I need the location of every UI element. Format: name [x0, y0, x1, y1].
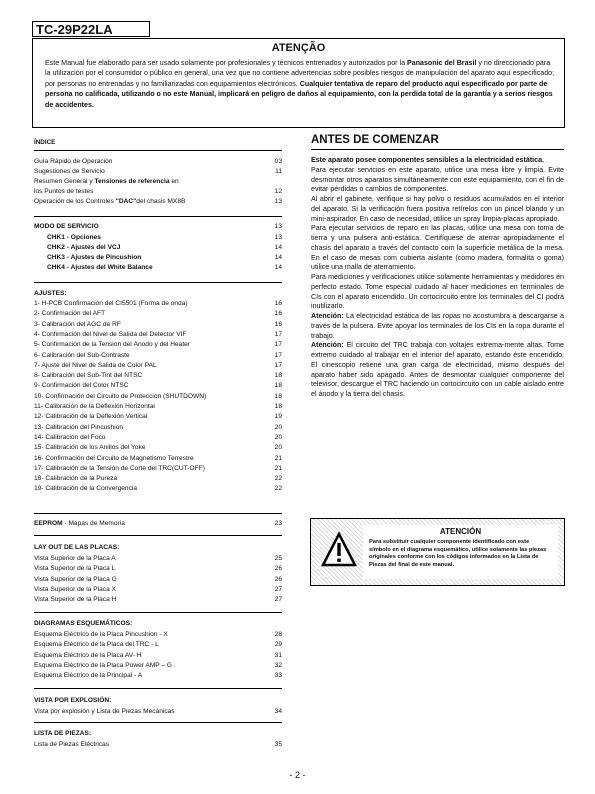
- toc-divider: [34, 282, 282, 283]
- toc-page-number: 31: [274, 651, 282, 659]
- toc-label-part: 6- Calibración del Sub-Contraste: [34, 351, 130, 359]
- toc-entry: [34, 444, 282, 453]
- toc-entry-label: [34, 372, 143, 379]
- toc-section-heading: AJUSTES:: [34, 290, 67, 297]
- toc-label-part: 10- Confirmación del Circuito de Protección (SHUTDOWN): [34, 392, 207, 400]
- toc-entry-label: [34, 586, 117, 593]
- toc-page-number: 18: [274, 382, 282, 390]
- toc-entry-label: [34, 310, 106, 317]
- toc-label-part: Lista de Piezas Eléctricas: [34, 741, 110, 748]
- toc-entry: [34, 300, 282, 309]
- toc-page-number: 20: [274, 433, 282, 441]
- toc-entry: [34, 741, 282, 750]
- toc-page-number: 29: [274, 641, 282, 649]
- toc-page-number: 11: [275, 168, 282, 175]
- notice-text: y no direccionado para la utilización por el consumidor o público en general, una vez que no contiene advertencias sobre posibles riesgos de manipulación del aparato aquí especificado; por personas no entrenadas y no familiarizadas con equipamientos electrónicos.: [45, 59, 555, 88]
- toc-entry-label: [34, 444, 146, 451]
- toc-label-part: Vista Superior de la Placa G: [34, 575, 117, 583]
- toc-entry-label: [34, 321, 122, 328]
- model-label: TC-29P22LA: [32, 21, 150, 37]
- toc-label-part: 16- Confirmación del Circuito de Magnetismo Terrestre: [34, 454, 194, 462]
- attention-label-1: Atención:: [311, 312, 344, 320]
- toc-entry-label: [34, 413, 148, 420]
- toc-section-heading: DIAGRAMAS ESQUEMÁTICOS:: [34, 620, 133, 627]
- toc-entry: [34, 641, 282, 650]
- toc-label-part: 17- Calibración de la Tensión de Corte del TRC(CUT-OFF): [34, 464, 205, 472]
- toc-entry: [34, 672, 282, 681]
- toc-entry: [34, 565, 282, 574]
- toc-label-part: Vista Superior de la Placa A: [34, 555, 116, 562]
- toc-entry: [34, 465, 282, 474]
- toc-label-part: 1- H-PCB Confirmación del CI5501 (Forma de onda): [34, 300, 188, 307]
- attention-text: Para substituir cualquier componente identificado con este símbolo en el diagrama esquemático, utilice solamente las piezas originales conforme con los códigos informados en la Lista de Piezas del final de este manual.: [369, 539, 547, 568]
- toc-label-part: Tensiones de referencia: [94, 178, 170, 185]
- toc-entry: [34, 485, 282, 494]
- toc-section-heading: LISTA DE PIEZAS:: [34, 730, 92, 737]
- toc-label-part: 14- Calibración del Foco: [34, 433, 106, 441]
- toc-page-number: 26: [274, 565, 282, 573]
- toc-entry: [34, 403, 282, 412]
- toc-entry: [34, 158, 282, 167]
- toc-entry: [34, 413, 282, 422]
- toc-entry: [34, 424, 282, 433]
- attention-label-2: Atención:: [311, 341, 344, 350]
- toc-entry-label: [34, 393, 207, 400]
- toc-label-part: Vista por explosión y Lista de Piezas Mecánicas: [34, 708, 175, 715]
- toc-entry-label: [47, 254, 142, 261]
- section-title: ANTES DE COMENZAR: [311, 134, 439, 146]
- paragraph-4: Para mediciones y verificaciones utilice solamente herramientas y medidores en perfecto estado. Tome especial cuidado al hacer mediciones en terminales de CIs con el aparato encendido. Un cortocircuito entre los terminales del CI podrá inutilizarlo.: [311, 273, 564, 311]
- toc-page-number: 13: [274, 198, 282, 205]
- toc-entry: [34, 662, 282, 671]
- toc-label-part: 4- Confirmación del Nivel de Salida del Detector VIF: [34, 330, 187, 338]
- toc-entry-label: [34, 475, 118, 482]
- toc-label-part: CHK1 - Opciones: [47, 234, 101, 241]
- notice-bold-tail: Cualquier tentativa de reparo del producto aquí especificado por parte de persona no calificada, utilizando o no este Manual, implicará en peligro de daños al equipamiento, con la perdida total de la garantía y a serios riesgos de accidentes.: [45, 79, 553, 109]
- toc-page-number: 22: [274, 485, 282, 493]
- toc-page-number: 20: [274, 423, 282, 431]
- toc-page-number: 32: [274, 661, 282, 669]
- toc-label-part: 5- Confirmación de la Tension del Ánodo y del Heater: [34, 341, 191, 349]
- toc-page-number: 17: [274, 341, 282, 349]
- toc-page-number: 14: [274, 254, 282, 261]
- paragraph-1: Para ejecutar servicios en este aparato, utilice una mesa libre y limpia. Evite desmontar otros aparatos simultáneamente con este equipamiento, con el fin de evitar pérdidas o cambios de componentes.: [311, 165, 564, 194]
- toc-page-number: 33: [274, 672, 282, 680]
- toc-entry: [34, 244, 282, 253]
- toc-entry-label: [34, 403, 156, 410]
- toc-page-number: 16: [274, 310, 282, 318]
- toc-page-number: 34: [274, 708, 282, 715]
- toc-entry-label: [47, 244, 121, 251]
- toc-page-number: 21: [274, 454, 282, 462]
- toc-page-number: 13: [274, 234, 282, 241]
- toc-page-number: 19: [274, 413, 282, 421]
- toc-divider: [34, 612, 282, 613]
- toc-entry-label: [34, 465, 206, 472]
- toc-page-number: 17: [274, 361, 282, 369]
- paragraph-5: La electricidad estática de las ropas no acostumbra a descargarse a través de la pulsera. Evite apoyar los terminales de los CIs en la ropa durante el trabajo.: [311, 312, 564, 340]
- attention-box: [310, 518, 565, 586]
- toc-label-part: Guía Rápido de Operación: [34, 158, 113, 165]
- toc-entry: [34, 596, 282, 605]
- toc-label-part: EEPROM: [34, 520, 63, 527]
- paragraph-3: Para ejecutar servicios de reparo en las placas, utilice una mesa con toma de tierra y una pulsera anti-estática. Certifíquese de aterrar apropiadamente el chasis del aparato a través del contacto com la superficie metálica de la mesa. En el caso de mesas com cubierta aislante (como madera, formalita o goma) utilice una malla de aterramiento.: [311, 224, 564, 272]
- toc-label-part: CHK2 - Ajustes del VCJ: [47, 244, 121, 251]
- toc-label-part: los Puntos de testes: [34, 188, 94, 195]
- toc-entry: [34, 254, 282, 263]
- toc-label-part: "DAC": [115, 198, 137, 205]
- toc-entry-label: [34, 362, 158, 369]
- toc-label-part: CHK4 - Ajustes del White Balance: [47, 264, 153, 271]
- toc-label-part: Esquema Eléctrico de la Principal - A: [34, 672, 143, 680]
- toc-label-part: Operación de los Controles: [34, 198, 116, 205]
- toc-divider: [34, 513, 282, 514]
- notice-brand: Panasonic del Brasil: [407, 59, 477, 67]
- toc-page-number: 14: [274, 264, 282, 271]
- toc-entry: [34, 341, 282, 350]
- toc-entry-label: [34, 565, 116, 572]
- toc-page-number: 16: [274, 320, 282, 328]
- toc-entry-label: [34, 198, 186, 205]
- toc-entry-label: [34, 178, 180, 185]
- toc-divider: [34, 150, 282, 151]
- toc-entry-label: [47, 264, 154, 271]
- toc-divider: [34, 535, 282, 536]
- toc-label-part: Esquema Eléctrico de la Placa del TRC - L: [34, 641, 159, 649]
- toc-entry: [34, 555, 282, 564]
- toc-entry-label: [34, 352, 131, 359]
- toc-label-part: 19- Calibración de la Convergencia: [34, 485, 137, 493]
- toc-page-number: 26: [274, 575, 282, 583]
- toc-label-part: 11- Calibración de la Deflexión Horizontal: [34, 403, 155, 410]
- toc-page-number: 12: [274, 188, 282, 195]
- toc-page-number: 35: [274, 741, 282, 748]
- toc-entry-label: [34, 641, 160, 648]
- toc-page-number: 17: [274, 351, 282, 359]
- toc-entry-label: [34, 341, 191, 348]
- toc-entry: [34, 234, 282, 243]
- toc-entry-label: [34, 223, 100, 230]
- toc-page-number: 21: [274, 464, 282, 472]
- toc-page-number: 23: [274, 520, 282, 527]
- toc-label-part: 12- Calibración de la Deflexión Vertical: [34, 413, 148, 421]
- toc-label-part: del chasis MX8B: [136, 198, 186, 205]
- toc-section-heading: VISTA POR EXPLOSIÓN:: [34, 697, 112, 704]
- toc-page-number: 22: [274, 475, 282, 483]
- toc-page-number: 27: [274, 596, 282, 604]
- toc-label-part: 3- Calibración del AGC de RF: [34, 320, 121, 328]
- toc-label-part: Vista Superior de la Placa L: [34, 565, 116, 573]
- notice-intro: Este Manual fue elaborado para ser usado solamente por profesionales y técnicos entrenados y autorizados por la: [45, 59, 406, 67]
- toc-label-part: CHK3 - Ajustes de Pincushion: [47, 254, 142, 261]
- toc-entry-label: [34, 158, 113, 165]
- toc-entry: [34, 352, 282, 361]
- toc-entry: [34, 586, 282, 595]
- lead-text: Este aparato posee componentes sensibles a la electricidad estática.: [311, 156, 545, 164]
- toc-page-number: 20: [274, 444, 282, 452]
- toc-page-number: 18: [274, 403, 282, 410]
- notice-title: ATENÇÃO: [271, 42, 326, 54]
- toc-label-part: Esquema Eléctrico de la Placa AV- H: [34, 651, 142, 659]
- toc-divider: [34, 688, 282, 689]
- toc-entry-label: [34, 434, 106, 441]
- toc-entry: [34, 168, 282, 177]
- warning-triangle-icon: [321, 532, 357, 568]
- toc-entry-label: [34, 485, 138, 492]
- toc-heading: ÍNDICE: [34, 139, 56, 146]
- toc-page-number: 16: [274, 300, 282, 307]
- toc-entry-label: [34, 382, 130, 389]
- toc-entry: [34, 631, 282, 640]
- toc-label-part: Esquema Eléctrico de la Placa Power AMP – G: [34, 661, 173, 669]
- toc-entry: [34, 321, 282, 330]
- toc-entry: [34, 372, 282, 381]
- toc-entry-label: [34, 708, 176, 715]
- paragraph-6: El circuito del TRC trabaja con voltajes extrema-mente altas. Tome extremo cuidado al trabajar en el interior del aparato, estando éste encendido. El cinescopio retiene una gran carga de electricidad, mismo después del aparato haber sido apagado. Antes de desmontar cualquier componente del televisor, descargue el TRC haciendo un cortocircuito con un cable aislado entre el ánodo y la tierra del chasis.: [311, 341, 564, 398]
- section-body: [311, 156, 564, 400]
- toc-page-number: 28: [274, 631, 282, 638]
- toc-label-part: Vista Superior de la Placa H: [34, 596, 117, 604]
- toc-entry: [34, 576, 282, 585]
- toc-page-number: 27: [274, 585, 282, 593]
- toc-entry: [34, 331, 282, 340]
- toc-page-number: 18: [274, 372, 282, 380]
- toc-divider: [34, 722, 282, 723]
- toc-page-number: 14: [274, 244, 282, 251]
- toc-entry: [34, 310, 282, 319]
- toc-entry-label: [34, 652, 143, 659]
- toc-entry-label: [34, 455, 195, 462]
- toc-label-part: 8- Calibración del Sub-Tint del NTSC: [34, 372, 143, 380]
- toc-entry-label: [34, 520, 126, 527]
- paragraph-2: Al abrir el gabinete, verifique si hay polvo o residuos acumulados en el interior del aparato. Si la verificación fuera positiva retírelos con un pincel blando y un mini-aspirador. En caso de necesidad, utilice un spray limpia-placas apropiado.: [311, 195, 564, 223]
- toc-label-part: en: [169, 178, 179, 185]
- toc-entry: [34, 475, 282, 484]
- toc-label-part: 15- Calibración de los Anillos del Yoke: [34, 444, 146, 452]
- toc-label-part: 13- Calibración del Pincushion: [34, 423, 124, 431]
- toc-label-part: Resumen General y: [34, 178, 95, 185]
- attention-title: ATENCIÓN: [439, 527, 482, 536]
- toc-label-part: 9- Confirmación del Color NTSC: [34, 382, 129, 390]
- attention-content: [363, 525, 558, 579]
- toc-entry-label: [34, 576, 118, 583]
- toc-page-number: 18: [274, 392, 282, 400]
- toc-page-number: 03: [274, 158, 282, 165]
- toc-entry-label: [34, 596, 117, 603]
- toc-page-number: 25: [274, 555, 282, 562]
- toc-entry: [34, 178, 282, 187]
- toc-entry: [34, 434, 282, 443]
- notice-body: [45, 58, 555, 110]
- toc-entry: [34, 455, 282, 464]
- toc-entry-label: [34, 424, 124, 431]
- toc-entry-label: [34, 741, 110, 748]
- toc-entry: [34, 708, 282, 717]
- toc-label-part: Vista Superior de la Placa X: [34, 585, 116, 593]
- toc-label-part: 7- Ajuste del Nivel de Salida de Color PAL: [34, 361, 157, 369]
- toc-entry-label: [34, 631, 169, 638]
- section-rule: [311, 149, 564, 150]
- toc-section-heading: LAY OUT DE LAS PLACAS:: [34, 544, 120, 551]
- toc-entry-label: [34, 188, 94, 195]
- toc-entry: [34, 188, 282, 197]
- toc-entry-label: [34, 331, 187, 338]
- toc-label-part: Esquema Eléctrico de la Placa Pincushion - X: [34, 631, 168, 638]
- toc-label-part: Sugestiones de Servicio: [34, 168, 105, 175]
- toc-label-part: 18- Calibración de la Pureza: [34, 475, 118, 483]
- toc-entry: [34, 393, 282, 402]
- toc-entry: [34, 198, 282, 207]
- warning-notice: [32, 38, 565, 128]
- toc-page-number: 17: [274, 330, 282, 338]
- toc-page-number: 13: [274, 223, 282, 230]
- toc-entry: [34, 223, 282, 232]
- toc-entry: [34, 264, 282, 273]
- toc-entry: [34, 652, 282, 661]
- page-number: - 2 -: [289, 770, 306, 780]
- toc-entry: [34, 520, 282, 529]
- toc-entry-label: [34, 555, 117, 562]
- toc-entry-label: [34, 168, 106, 175]
- toc-label-part: MODO DE SERVICIO: [34, 223, 99, 230]
- toc-label-part: - Mapas de Memoria: [62, 520, 125, 527]
- toc-divider: [34, 216, 282, 217]
- toc-entry: [34, 362, 282, 371]
- toc-entry: [34, 382, 282, 391]
- toc-entry-label: [34, 662, 173, 669]
- toc-entry-label: [47, 234, 102, 241]
- toc-label-part: 2- Confirmación del AFT: [34, 310, 106, 318]
- toc-entry-label: [34, 672, 143, 679]
- toc-entry-label: [34, 300, 189, 307]
